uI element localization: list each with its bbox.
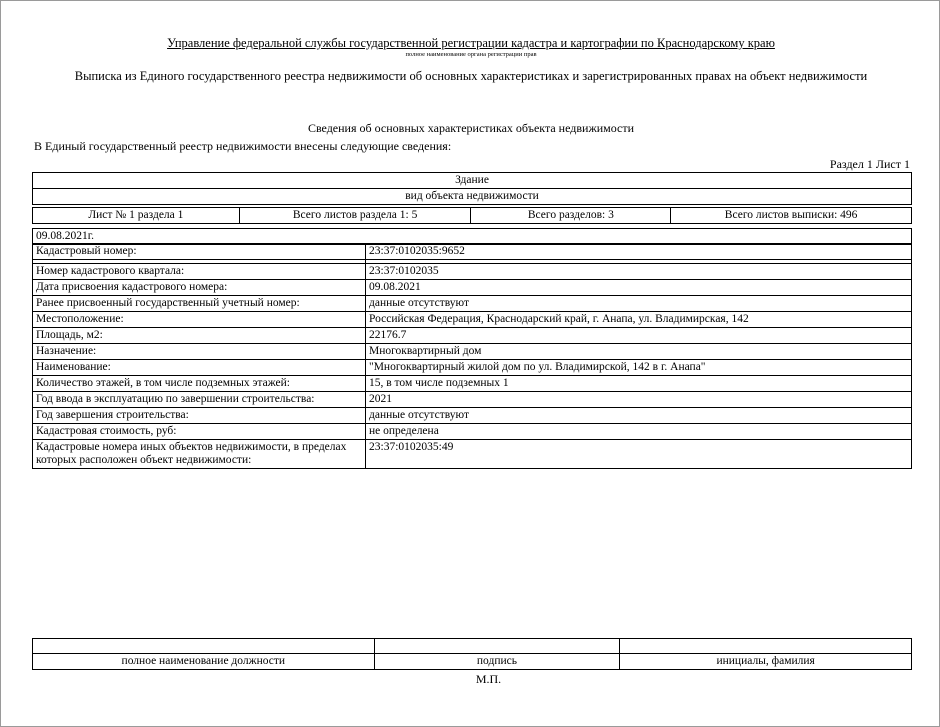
table-row (33, 344, 912, 360)
name-field (620, 639, 912, 654)
position-caption: полное наименование должности (33, 654, 375, 670)
row-label: Дата присвоения кадастрового номера: (33, 280, 366, 296)
row-value: Российская Федерация, Краснодарский край, г. Анапа, ул. Владимирская, 142 (366, 312, 912, 328)
table-row (33, 376, 912, 392)
section-sheet-label: Раздел 1 Лист 1 (829, 157, 910, 171)
table-row (33, 440, 912, 469)
signature-field (374, 639, 620, 654)
table-row (33, 280, 912, 296)
row-label: Наименование: (33, 360, 366, 376)
row-label: Количество этажей, в том числе подземных этажей: (33, 376, 366, 392)
table-row (33, 328, 912, 344)
name-caption: инициалы, фамилия (620, 654, 912, 670)
signature-table (32, 638, 912, 670)
row-value: 23:37:0102035:49 (366, 440, 912, 469)
row-value: данные отсутствуют (366, 296, 912, 312)
sheet-number: Лист № 1 раздела 1 (33, 208, 240, 224)
position-field (33, 639, 375, 654)
row-label: Кадастровый номер: (33, 244, 366, 260)
table-row (33, 312, 912, 328)
row-value: 15, в том числе подземных 1 (366, 376, 912, 392)
document-title: Выписка из Единого государственного реестра недвижимости об основных характеристиках и зарегистрированных правах на объект недвижимости (74, 69, 868, 83)
row-label: Кадастровые номера иных объектов недвижимости, в пределах которых расположен объект недвижимости: (33, 440, 366, 469)
row-label: Год завершения строительства: (33, 408, 366, 424)
table-row (33, 296, 912, 312)
row-value: 23:37:0102035 (366, 264, 912, 280)
row-value: 23:37:0102035:9652 (366, 244, 912, 260)
total-sections: Всего разделов: 3 (471, 208, 671, 224)
row-label: Номер кадастрового квартала: (33, 264, 366, 280)
org-name: Управление федеральной службы государственной регистрации кадастра и картографии по Краснодарскому краю (167, 36, 775, 50)
row-value: данные отсутствуют (366, 408, 912, 424)
row-value: не определена (366, 424, 912, 440)
table-row (33, 360, 912, 376)
row-label: Кадастровая стоимость, руб: (33, 424, 366, 440)
table-row (33, 408, 912, 424)
org-name-caption: полное наименование органа регистрации прав (405, 51, 537, 58)
row-value: Многоквартирный дом (366, 344, 912, 360)
row-value: 2021 (366, 392, 912, 408)
total-sheets-section: Всего листов раздела 1: 5 (239, 208, 471, 224)
intro-text: В Единый государственный реестр недвижимости внесены следующие сведения: (34, 139, 452, 153)
object-type: Здание (33, 173, 912, 189)
row-label: Год ввода в эксплуатацию по завершении строительства: (33, 392, 366, 408)
row-label: Местоположение: (33, 312, 366, 328)
extract-date: 09.08.2021г. (33, 229, 912, 245)
table-row (33, 264, 912, 280)
row-label: Ранее присвоенный государственный учетный номер: (33, 296, 366, 312)
signature-caption: подпись (374, 654, 620, 670)
object-type-table (32, 172, 912, 205)
characteristics-table (32, 243, 912, 469)
total-sheets: Всего листов выписки: 496 (671, 208, 912, 224)
table-row (33, 244, 912, 260)
row-value: 22176.7 (366, 328, 912, 344)
row-label: Площадь, м2: (33, 328, 366, 344)
row-value: "Многоквартирный жилой дом по ул. Владимирской, 142 в г. Анапа" (366, 360, 912, 376)
section-title: Сведения об основных характеристиках объекта недвижимости (307, 121, 635, 135)
object-type-caption: вид объекта недвижимости (33, 189, 912, 205)
row-value: 09.08.2021 (366, 280, 912, 296)
stamp-placeholder: М.П. (475, 672, 502, 686)
sheets-table (32, 207, 912, 224)
table-row (33, 424, 912, 440)
table-row (33, 392, 912, 408)
row-label: Назначение: (33, 344, 366, 360)
